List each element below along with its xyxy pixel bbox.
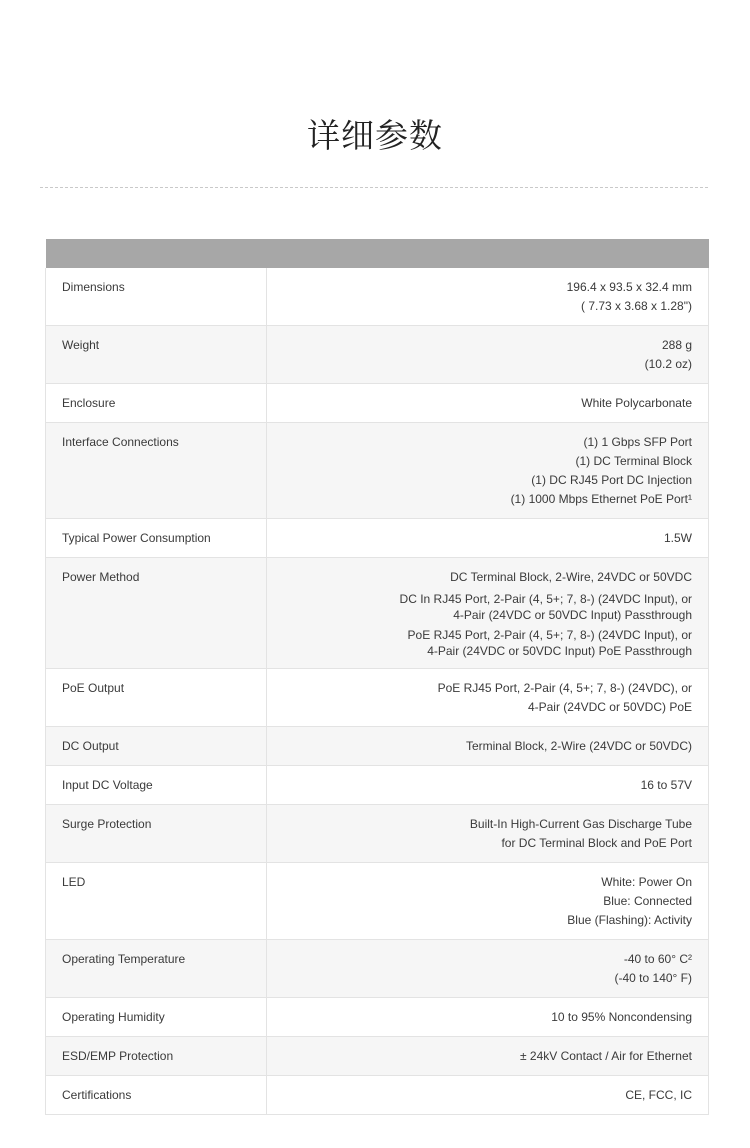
spec-value-line: 288 g <box>661 338 692 352</box>
spec-value-line: ( 7.73 x 3.68 x 1.28") <box>581 299 692 313</box>
spec-value-line: 196.4 x 93.5 x 32.4 mm <box>566 280 692 294</box>
spec-value <box>267 1037 709 1076</box>
spec-label: Enclosure <box>46 384 267 423</box>
spec-value-line: ± 24kV Contact / Air for Ethernet <box>519 1049 692 1063</box>
spec-label: Interface Connections <box>46 423 267 519</box>
spec-value <box>267 863 709 940</box>
spec-value <box>267 805 709 863</box>
spec-value <box>267 940 709 998</box>
table-row <box>46 727 709 766</box>
spec-value <box>267 1076 709 1115</box>
spec-value-line: (1) DC Terminal Block <box>575 454 692 468</box>
spec-value-line: 4-Pair (24VDC or 50VDC) PoE <box>527 700 692 714</box>
spec-table-body <box>46 239 709 1115</box>
spec-value-line: -40 to 60° C² <box>623 952 692 966</box>
spec-value-paragraph <box>283 568 692 587</box>
table-row <box>46 1037 709 1076</box>
table-row <box>46 863 709 940</box>
table-row <box>46 1076 709 1115</box>
spec-value <box>267 326 709 384</box>
spec-value-line: White Polycarbonate <box>581 396 692 410</box>
spec-value <box>267 998 709 1037</box>
table-row <box>46 766 709 805</box>
spec-value-line: DC Terminal Block, 2-Wire, 24VDC or 50VDC <box>450 570 692 584</box>
spec-label: Weight <box>46 326 267 384</box>
page-title: 详细参数 <box>307 116 443 155</box>
table-row <box>46 669 709 727</box>
spec-label: Certifications <box>46 1076 267 1115</box>
spec-label: Dimensions <box>46 268 267 326</box>
spec-value <box>267 423 709 519</box>
spec-value-line: 4-Pair (24VDC or 50VDC Input) PoE Passthrough <box>427 644 692 658</box>
spec-label: Typical Power Consumption <box>46 519 267 558</box>
spec-label: ESD/EMP Protection <box>46 1037 267 1076</box>
table-row <box>46 998 709 1037</box>
spec-value <box>267 669 709 727</box>
spec-value-line: for DC Terminal Block and PoE Port <box>501 836 692 850</box>
table-row <box>46 326 709 384</box>
spec-label: Input DC Voltage <box>46 766 267 805</box>
spec-value <box>267 558 709 669</box>
spec-value-line: (1) DC RJ45 Port DC Injection <box>531 473 692 487</box>
spec-value-line: Terminal Block, 2-Wire (24VDC or 50VDC) <box>465 739 692 753</box>
spec-value-line: (10.2 oz) <box>644 357 692 371</box>
spec-value-line: 10 to 95% Noncondensing <box>551 1010 692 1024</box>
table-header-bar <box>46 239 709 268</box>
spec-table <box>45 239 709 1115</box>
table-row <box>46 558 709 669</box>
spec-label: Power Method <box>46 558 267 669</box>
spec-value-paragraph <box>283 627 692 659</box>
spec-label: DC Output <box>46 727 267 766</box>
spec-value <box>267 727 709 766</box>
spec-value <box>267 384 709 423</box>
spec-value <box>267 519 709 558</box>
spec-value-line: (1) 1000 Mbps Ethernet PoE Port¹ <box>510 492 692 506</box>
spec-value-line: Built-In High-Current Gas Discharge Tube <box>469 817 692 831</box>
table-row <box>46 384 709 423</box>
spec-label: LED <box>46 863 267 940</box>
table-row <box>46 519 709 558</box>
spec-value-paragraph <box>283 591 692 623</box>
spec-value-line: Blue (Flashing): Activity <box>567 913 692 927</box>
spec-value-line: 1.5W <box>663 531 692 545</box>
spec-label: Operating Temperature <box>46 940 267 998</box>
spec-value-line: White: Power On <box>601 875 692 889</box>
spec-value-line: PoE RJ45 Port, 2-Pair (4, 5+; 7, 8-) (24VDC), or <box>437 681 692 695</box>
spec-value-line: (1) 1 Gbps SFP Port <box>583 435 692 449</box>
spec-value-line: Blue: Connected <box>603 894 692 908</box>
spec-label: Surge Protection <box>46 805 267 863</box>
spec-label: Operating Humidity <box>46 998 267 1037</box>
table-row <box>46 268 709 326</box>
spec-value-line: 4-Pair (24VDC or 50VDC Input) Passthrough <box>453 608 692 622</box>
table-row <box>46 423 709 519</box>
spec-value <box>267 766 709 805</box>
spec-value-line: PoE RJ45 Port, 2-Pair (4, 5+; 7, 8-) (24VDC Input), or <box>407 628 692 642</box>
spec-value <box>267 268 709 326</box>
table-row <box>46 940 709 998</box>
spec-value-line: CE, FCC, IC <box>625 1088 692 1102</box>
spec-value-line: (-40 to 140° F) <box>614 971 692 985</box>
spec-label: PoE Output <box>46 669 267 727</box>
title-divider <box>40 187 708 188</box>
spec-value-line: 16 to 57V <box>640 778 692 792</box>
table-row <box>46 805 709 863</box>
spec-value-line: DC In RJ45 Port, 2-Pair (4, 5+; 7, 8-) (24VDC Input), or <box>399 592 692 606</box>
